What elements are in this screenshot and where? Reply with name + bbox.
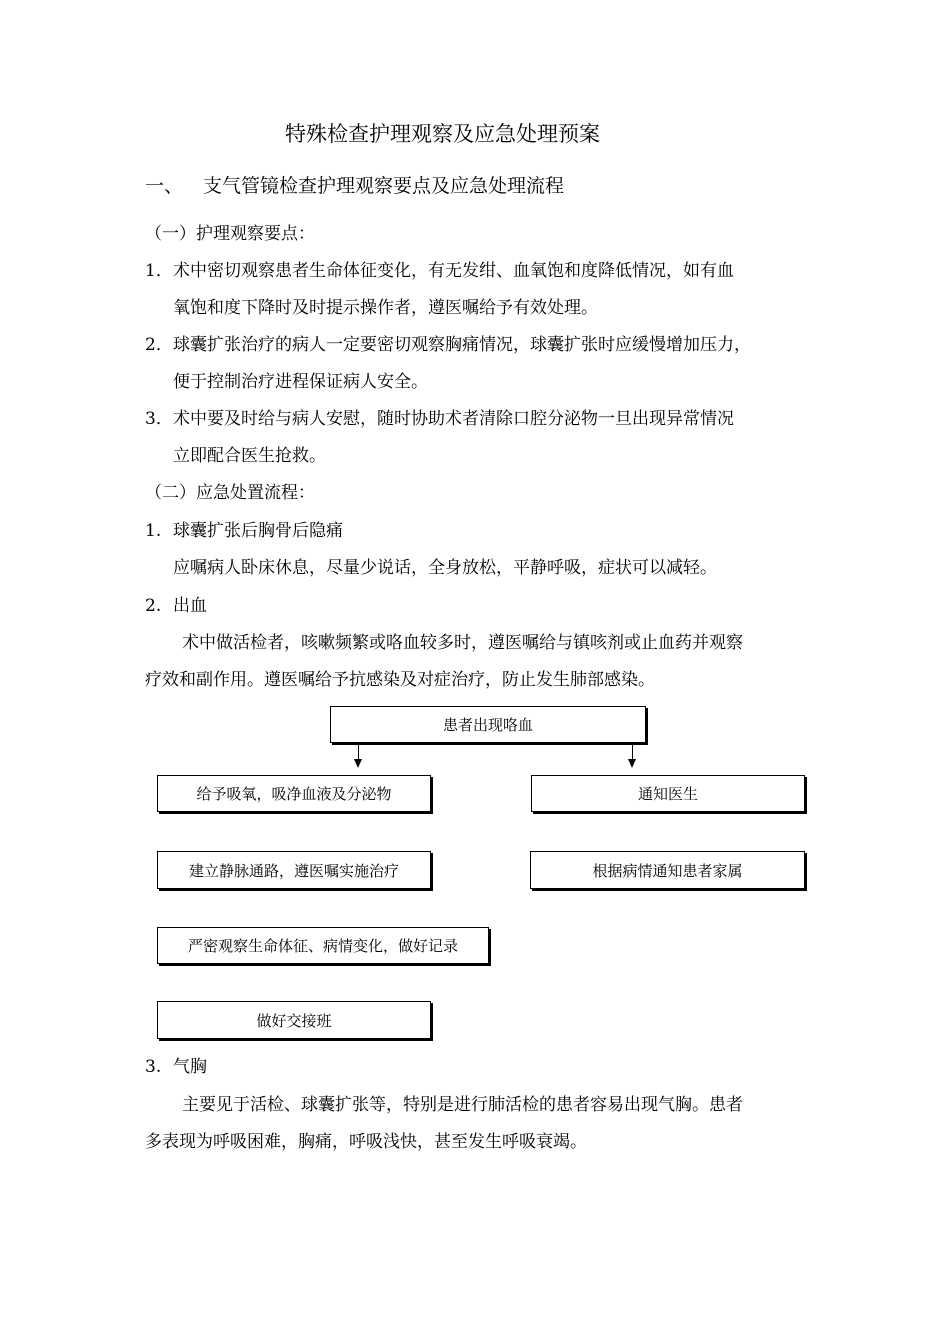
arrow-down-icon — [628, 759, 636, 768]
step-number: 3. — [145, 1057, 162, 1077]
flow-box-observe-record: 严密观察生命体征、病情变化，做好记录 — [157, 927, 489, 964]
step-title: 气胸 — [173, 1057, 207, 1077]
step-body-continued: 疗效和副作用。遵医嘱给予抗感染及对症治疗，防止发生肺部感染。 — [145, 670, 655, 690]
step-number: 2. — [145, 596, 162, 616]
arrow-down-icon — [354, 759, 362, 768]
section-number: 一、 — [145, 175, 184, 197]
list-item-text: 术中密切观察患者生命体征变化，有无发绀、血氧饱和度降低情况，如有血 — [173, 261, 734, 281]
step-body: 应嘱病人卧床休息，尽量少说话，全身放松，平静呼吸，症状可以减轻。 — [173, 558, 717, 578]
list-item-text-continued: 便于控制治疗进程保证病人安全。 — [173, 372, 428, 392]
list-item-text-continued: 氧饱和度下降时及时提示操作者，遵医嘱给予有效处理。 — [173, 298, 598, 318]
flow-arrow-right — [632, 744, 633, 760]
flow-box-notify-doctor: 通知医生 — [531, 775, 805, 812]
step-body: 主要见于活检、球囊扩张等，特别是进行肺活检的患者容易出现气胸。患者 — [182, 1095, 743, 1115]
part2-heading: （二）应急处置流程： — [145, 483, 315, 503]
list-item-text-continued: 立即配合医生抢救。 — [173, 446, 326, 466]
step-body-continued: 多表现为呼吸困难，胸痛，呼吸浅快，甚至发生呼吸衰竭。 — [145, 1132, 587, 1152]
list-item-text: 球囊扩张治疗的病人一定要密切观察胸痛情况，球囊扩张时应缓慢增加压力， — [173, 335, 751, 355]
flow-box-iv-access: 建立静脉通路，遵医嘱实施治疗 — [157, 851, 431, 889]
list-item-number: 1． — [145, 261, 173, 281]
list-item-number: 3． — [145, 409, 173, 429]
document-title: 特殊检查护理观察及应急处理预案 — [285, 122, 600, 146]
flow-box-notify-family: 根据病情通知患者家属 — [530, 851, 805, 889]
flow-start-box: 患者出现咯血 — [330, 706, 646, 743]
list-item-number: 2． — [145, 335, 173, 355]
flow-box-handover: 做好交接班 — [157, 1001, 431, 1039]
section-heading: 支气管镜检查护理观察要点及应急处理流程 — [203, 175, 565, 197]
step-title: 球囊扩张后胸骨后隐痛 — [173, 521, 343, 541]
step-title: 出血 — [173, 596, 207, 616]
flow-box-oxygen: 给予吸氧，吸净血液及分泌物 — [157, 775, 431, 812]
step-number: 1. — [145, 521, 162, 541]
flow-arrow-left — [358, 744, 359, 760]
step-body: 术中做活检者，咳嗽频繁或咯血较多时，遵医嘱给与镇咳剂或止血药并观察 — [182, 633, 743, 653]
list-item-text: 术中要及时给与病人安慰，随时协助术者清除口腔分泌物一旦出现异常情况 — [173, 409, 734, 429]
part1-heading: （一）护理观察要点： — [145, 224, 315, 244]
